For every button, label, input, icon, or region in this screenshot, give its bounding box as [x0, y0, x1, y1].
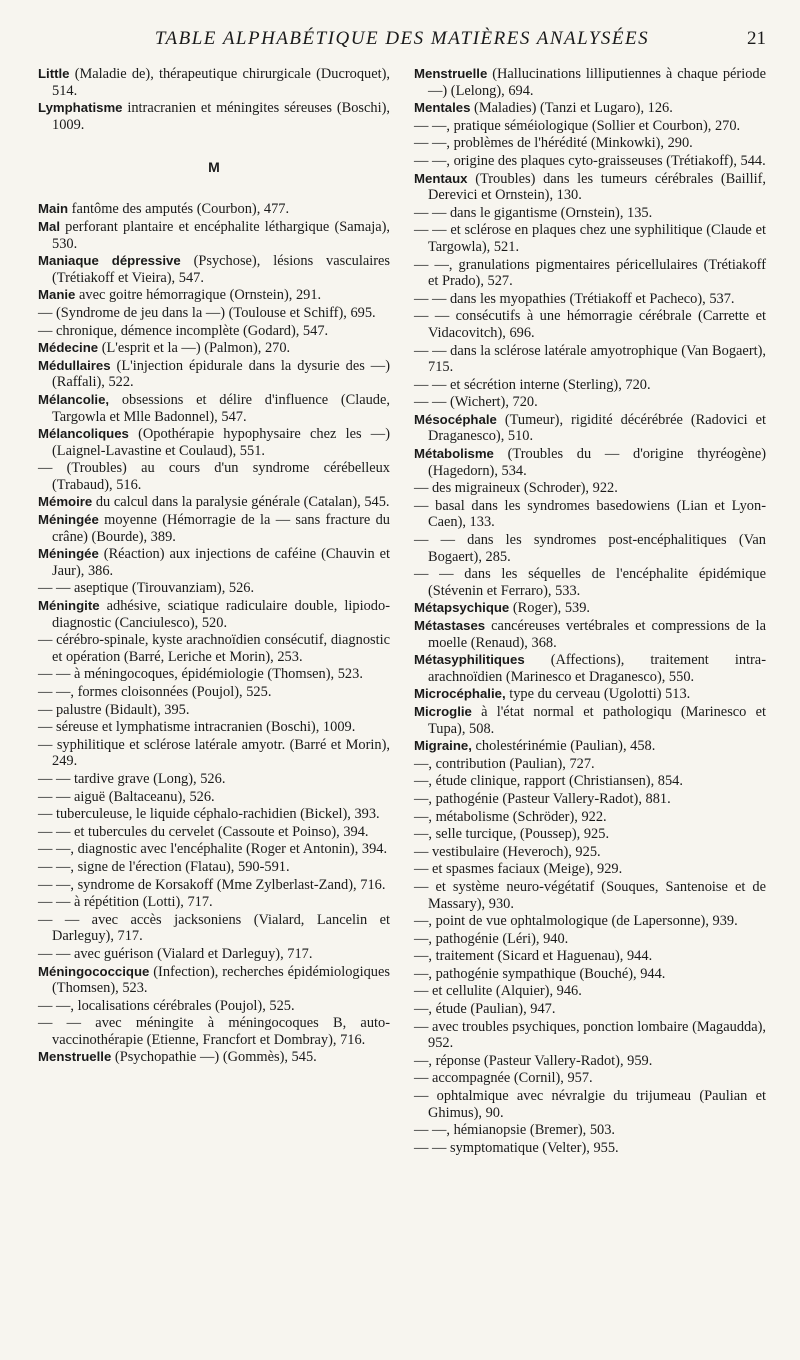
- entry-keyword: Mélancoliques: [38, 426, 129, 442]
- index-entry: [414, 600, 766, 617]
- entry-text: — — dans la sclérose latérale amyotrophique (Van Bogaert), 715.: [414, 342, 766, 376]
- index-entry: [38, 998, 390, 1015]
- entry-text: moyenne (Hémorragie de la — sans fracture du crâne) (Bourde), 389.: [52, 512, 390, 545]
- index-entry: [414, 480, 766, 497]
- entry-keyword: Main: [38, 201, 69, 217]
- index-entry: [38, 684, 390, 701]
- entry-text: type du cerveau (Ugolotti) 513.: [509, 686, 691, 703]
- index-entry: [38, 287, 390, 304]
- entry-text: — tuberculeuse, le liquide céphalo-rachidien (Bickel), 393.: [38, 806, 380, 823]
- index-entry: [414, 826, 766, 843]
- index-entry: [38, 859, 390, 876]
- entry-text: — — avec guérison (Vialard et Darleguy), 717.: [38, 945, 313, 962]
- index-entry: [414, 738, 766, 755]
- entry-keyword: Lymphatisme: [38, 100, 123, 116]
- entry-text: — — (Wichert), 720.: [414, 394, 538, 411]
- index-entry: [414, 686, 766, 703]
- index-entry: [38, 460, 390, 493]
- entry-keyword: Little: [38, 66, 70, 81]
- index-entry: [414, 100, 766, 117]
- entry-text: intracranien et méningites séreuses (Boschi), 1009.: [52, 100, 390, 133]
- index-entry: [414, 205, 766, 222]
- index-entry: [38, 894, 390, 911]
- index-entry: [414, 343, 766, 376]
- entry-text: — — avec accès jacksoniens (Vialard, Lancelin et Darleguy), 717.: [38, 911, 390, 945]
- index-entry: [414, 153, 766, 170]
- entry-text: — — dans les séquelles de l'encéphalite épidémique (Stévenin et Ferraro), 533.: [414, 566, 766, 599]
- entry-text: — — symptomatique (Velter), 955.: [414, 1139, 619, 1156]
- header-title: TABLE ALPHABÉTIQUE DES MATIÈRES ANALYSÉES: [154, 28, 650, 49]
- entry-text: cholestérinémie (Paulian), 458.: [475, 738, 656, 755]
- index-entry: [414, 652, 766, 685]
- index-entry: [38, 666, 390, 683]
- index-entry: [38, 912, 390, 945]
- entry-text: (Opothérapie hypophysaire chez les —) (Laignel-Lavastine et Coulaud), 551.: [52, 426, 390, 459]
- entry-text: — — tardive grave (Long), 526.: [38, 770, 226, 787]
- index-entry: [414, 308, 766, 341]
- index-entry: [414, 983, 766, 1000]
- index-entry: [38, 494, 390, 511]
- entry-text: (Troubles) dans les tumeurs cérébrales (Baillif, Derevici et Ornstein), 130.: [428, 170, 766, 204]
- index-entry: [414, 966, 766, 983]
- entry-text: — et spasmes faciaux (Meige), 929.: [414, 861, 623, 878]
- section-letter: M: [208, 159, 220, 176]
- entry-text: — et cellulite (Alquier), 946.: [414, 983, 582, 1000]
- entry-text: — — avec méningite à méningocoques B, auto-vaccinothérapie (Etienne, Francfort et Dombray), 716.: [38, 1015, 390, 1048]
- index-entry: [414, 948, 766, 965]
- index-entry: [414, 1070, 766, 1087]
- entry-text: (Infection), recherches épidémiologiques (Thomsen), 523.: [52, 963, 390, 997]
- entry-text: — ophtalmique avec névralgie du trijumeau (Paulian et Ghimus), 90.: [414, 1088, 766, 1121]
- index-entry: [414, 1001, 766, 1018]
- entry-text: — —, origine des plaques cyto-graisseuses (Trétiakoff), 544.: [414, 152, 766, 169]
- index-entry: [38, 719, 390, 736]
- entry-text: — — et tubercules du cervelet (Cassoute et Poinso), 394.: [38, 823, 369, 840]
- index-entry: [414, 118, 766, 135]
- entry-keyword: Métasyphilitiques: [414, 652, 525, 668]
- entry-text: —, métabolisme (Schröder), 922.: [414, 808, 607, 825]
- page-number: 21: [747, 28, 766, 49]
- right-column: [414, 66, 766, 1157]
- two-column-body: [38, 66, 766, 1157]
- index-entry: [38, 546, 390, 579]
- entry-text: — avec troubles psychiques, ponction lombaire (Magaudda), 952.: [414, 1018, 766, 1052]
- entry-text: — — et sécrétion interne (Sterling), 720.: [414, 376, 651, 393]
- index-entry: [38, 323, 390, 340]
- entry-text: — —, problèmes de l'hérédité (Minkowki), 290.: [414, 135, 693, 152]
- entry-text: —, selle turcique, (Poussep), 925.: [414, 826, 610, 843]
- entry-text: — basal dans les syndromes basedowiens (Lian et Lyon-Caen), 133.: [414, 497, 766, 531]
- entry-text: — — dans les myopathies (Trétiakoff et Pacheco), 537.: [414, 290, 735, 307]
- entry-text: —, réponse (Pasteur Vallery-Radot), 959.: [414, 1052, 653, 1069]
- entry-keyword: Manie: [38, 287, 76, 303]
- index-entry: [414, 446, 766, 479]
- index-entry: [38, 305, 390, 322]
- entry-text: — chronique, démence incomplète (Godard), 547.: [38, 322, 329, 339]
- entry-keyword: Métapsychique: [414, 600, 510, 616]
- index-entry: [414, 1140, 766, 1157]
- index-entry: [38, 877, 390, 894]
- index-entry: [414, 1053, 766, 1070]
- index-entry: [414, 844, 766, 861]
- index-entry: [38, 358, 390, 391]
- entry-text: — accompagnée (Cornil), 957.: [414, 1070, 593, 1087]
- left-entries-after-section: [38, 201, 390, 1066]
- entry-text: — palustre (Bidault), 395.: [38, 701, 190, 718]
- entry-text: — (Syndrome de jeu dans la —) (Toulouse et Schiff), 695.: [38, 304, 376, 321]
- entry-keyword: Menstruelle: [38, 1049, 112, 1065]
- entry-keyword: Métabolisme: [414, 446, 494, 462]
- entry-text: perforant plantaire et encéphalite léthargique (Samaja), 530.: [52, 218, 390, 252]
- index-entry: [38, 841, 390, 858]
- index-entry: [38, 580, 390, 597]
- entry-keyword: Mentales: [414, 100, 471, 116]
- index-entry: [414, 773, 766, 790]
- index-entry: [414, 791, 766, 808]
- index-entry: [414, 498, 766, 531]
- entry-text: — —, formes cloisonnées (Poujol), 525.: [38, 684, 272, 700]
- entry-keyword: Mentaux: [414, 170, 468, 186]
- index-entry: [414, 1122, 766, 1139]
- entry-text: —, étude clinique, rapport (Christiansen), 854.: [414, 773, 683, 790]
- index-entry: [414, 704, 766, 737]
- entry-text: — syphilitique et sclérose latérale amyotr. (Barré et Morin), 249.: [38, 736, 390, 770]
- entry-keyword: Méningée: [38, 512, 99, 528]
- entry-keyword: Métastases: [414, 618, 486, 633]
- entry-text: —, traitement (Sicard et Haguenau), 944.: [414, 948, 653, 965]
- index-entry: [414, 618, 766, 651]
- entry-text: (Maladie de), thérapeutique chirurgicale (Ducroquet), 514.: [52, 66, 390, 99]
- entry-text: — —, hémianopsie (Bremer), 503.: [414, 1122, 616, 1139]
- entry-text: — —, granulations pigmentaires péricellulaires (Trétiakoff et Prado), 527.: [414, 256, 766, 290]
- entry-text: — — aiguë (Baltaceanu), 526.: [38, 788, 215, 805]
- entry-text: — —, signe de l'érection (Flatau), 590-591.: [38, 858, 290, 875]
- index-entry: [38, 598, 390, 631]
- entry-text: — (Troubles) au cours d'un syndrome cérébelleux (Trabaud), 516.: [38, 460, 390, 493]
- index-entry: [414, 931, 766, 948]
- entry-text: — — dans les syndromes post-encéphalitiques (Van Bogaert), 285.: [414, 532, 766, 565]
- entry-text: — et système neuro-végétatif (Souques, Santenoise et de Massary), 930.: [414, 878, 766, 912]
- index-entry: [414, 566, 766, 599]
- entry-keyword: Méningite: [38, 598, 100, 614]
- entry-text: — — consécutifs à une hémorragie cérébrale (Carrette et Vidacovitch), 696.: [414, 308, 766, 341]
- right-entries: [414, 66, 766, 1156]
- entry-text: obsessions et délire d'influence (Claude, Targowla et Mlle Badonnel), 547.: [52, 391, 390, 425]
- entry-text: — des migraineux (Schroder), 922.: [414, 480, 618, 497]
- entry-keyword: Maniaque dépressive: [38, 253, 181, 269]
- entry-text: — séreuse et lymphatisme intracranien (Boschi), 1009.: [38, 719, 356, 736]
- left-column: [38, 66, 390, 1157]
- index-entry: [38, 824, 390, 841]
- index-entry: [414, 377, 766, 394]
- entry-keyword: Microglie: [414, 703, 472, 719]
- entry-keyword: Migraine,: [414, 738, 472, 754]
- index-entry: [38, 253, 390, 286]
- index-entry: [38, 946, 390, 963]
- entry-text: (Psychose), lésions vasculaires (Trétiakoff et Vieira), 547.: [52, 253, 390, 286]
- running-header: [38, 26, 766, 60]
- entry-text: — — dans le gigantisme (Ornstein), 135.: [414, 204, 653, 221]
- index-entry: [414, 1019, 766, 1052]
- entry-text: — — à méningocoques, épidémiologie (Thomsen), 523.: [38, 666, 363, 683]
- index-entry: [414, 532, 766, 565]
- entry-keyword: Mémoire: [38, 494, 93, 510]
- entry-text: — — aseptique (Tirouvanziam), 526.: [38, 580, 255, 597]
- index-entry: [38, 392, 390, 425]
- index-entry: [414, 861, 766, 878]
- entry-text: —, point de vue ophtalmologique (de Lapersonne), 939.: [414, 913, 738, 930]
- entry-text: du calcul dans la paralysie générale (Catalan), 545.: [95, 494, 390, 511]
- entry-text: fantôme des amputés (Courbon), 477.: [71, 201, 290, 218]
- index-entry: [414, 412, 766, 445]
- entry-text: — cérébro-spinale, kyste arachnoïdien consécutif, diagnostic et opération (Barré, Leriche et Morin), 253.: [38, 632, 390, 665]
- index-entry: [38, 737, 390, 770]
- entry-text: —, pathogénie sympathique (Bouché), 944.: [414, 965, 666, 982]
- entry-text: — vestibulaire (Heveroch), 925.: [414, 843, 601, 860]
- entry-keyword: Méningococcique: [38, 963, 150, 979]
- index-entry: [38, 806, 390, 823]
- index-entry: [414, 809, 766, 826]
- entry-text: (Hallucinations lilliputiennes à chaque période —) (Lelong), 694.: [428, 66, 766, 99]
- index-entry: [414, 66, 766, 99]
- entry-text: (Roger), 539.: [512, 600, 591, 617]
- entry-text: — — et sclérose en plaques chez une syphilitique (Claude et Targowla), 521.: [414, 222, 766, 255]
- entry-text: (Maladies) (Tanzi et Lugaro), 126.: [474, 100, 673, 117]
- entry-keyword: Médullaires: [38, 357, 111, 373]
- entry-text: (Tumeur), rigidité décérébrée (Radovici et Draganesco), 510.: [428, 411, 766, 445]
- entry-keyword: Mal: [38, 218, 60, 234]
- entry-keyword: Médecine: [38, 340, 99, 356]
- index-entry: [38, 66, 390, 99]
- index-entry: [38, 219, 390, 252]
- entry-keyword: Mésocéphale: [414, 411, 497, 427]
- entry-text: à l'état normal et pathologiqu (Marinesco et Tupa), 508.: [428, 703, 766, 737]
- entry-text: —, pathogénie (Léri), 940.: [414, 930, 569, 947]
- entry-text: — —, pratique séméiologique (Sollier et Courbon), 270.: [414, 117, 741, 134]
- index-entry: [414, 171, 766, 204]
- entry-keyword: Méningée: [38, 546, 99, 562]
- entry-text: avec goitre hémorragique (Ornstein), 291.: [78, 287, 322, 304]
- entry-text: —, étude (Paulian), 947.: [414, 1001, 556, 1018]
- entry-text: — — à répétition (Lotti), 717.: [38, 894, 213, 911]
- entry-keyword: Mélancolie,: [38, 391, 110, 407]
- entry-text: (L'esprit et la —) (Palmon), 270.: [101, 340, 291, 357]
- index-entry: [414, 135, 766, 152]
- index-entry: [414, 394, 766, 411]
- index-entry: [414, 913, 766, 930]
- entry-text: —, contribution (Paulian), 727.: [414, 755, 595, 772]
- index-entry: [414, 879, 766, 912]
- index-entry: [414, 257, 766, 290]
- index-entry: [38, 771, 390, 788]
- index-entry: [38, 201, 390, 218]
- index-entry: [414, 291, 766, 308]
- left-entries-before-section: [38, 66, 390, 133]
- index-entry: [414, 1088, 766, 1121]
- entry-text: — —, syndrome de Korsakoff (Mme Zylberlast-Zand), 716.: [38, 876, 386, 893]
- entry-text: — —, diagnostic avec l'encéphalite (Roger et Antonin), 394.: [38, 841, 388, 858]
- index-entry: [38, 426, 390, 459]
- entry-text: (Troubles du — d'origine thyréogène) (Hagedorn), 534.: [428, 446, 766, 479]
- entry-text: (Affections), traitement intra-arachnoïdien (Marinesco et Draganesco), 550.: [428, 652, 766, 685]
- index-entry: [38, 702, 390, 719]
- entry-text: adhésive, sciatique radiculaire double, lipiodo-diagnostic (Canciulesco), 520.: [52, 598, 390, 631]
- index-entry: [38, 512, 390, 545]
- index-entry: [38, 632, 390, 665]
- entry-text: (Réaction) aux injections de caféine (Chauvin et Jaur), 386.: [52, 546, 390, 579]
- entry-text: (Psychopathie —) (Gommès), 545.: [114, 1049, 317, 1066]
- index-entry: [38, 1049, 390, 1066]
- index-entry: [38, 964, 390, 997]
- index-entry: [38, 340, 390, 357]
- index-entry: [38, 789, 390, 806]
- entry-text: cancéreuses vertébrales et compressions de la moelle (Renaud), 368.: [428, 618, 766, 651]
- entry-text: (L'injection épidurale dans la dysurie des —) (Raffali), 522.: [52, 357, 390, 391]
- entry-text: — —, localisations cérébrales (Poujol), 525.: [38, 997, 295, 1014]
- entry-keyword: Menstruelle: [414, 66, 488, 81]
- index-entry: [38, 1015, 390, 1048]
- index-entry: [414, 222, 766, 255]
- index-entry: [38, 100, 390, 133]
- entry-text: —, pathogénie (Pasteur Vallery-Radot), 881.: [414, 790, 671, 807]
- index-entry: [414, 756, 766, 773]
- entry-keyword: Microcéphalie,: [414, 686, 506, 702]
